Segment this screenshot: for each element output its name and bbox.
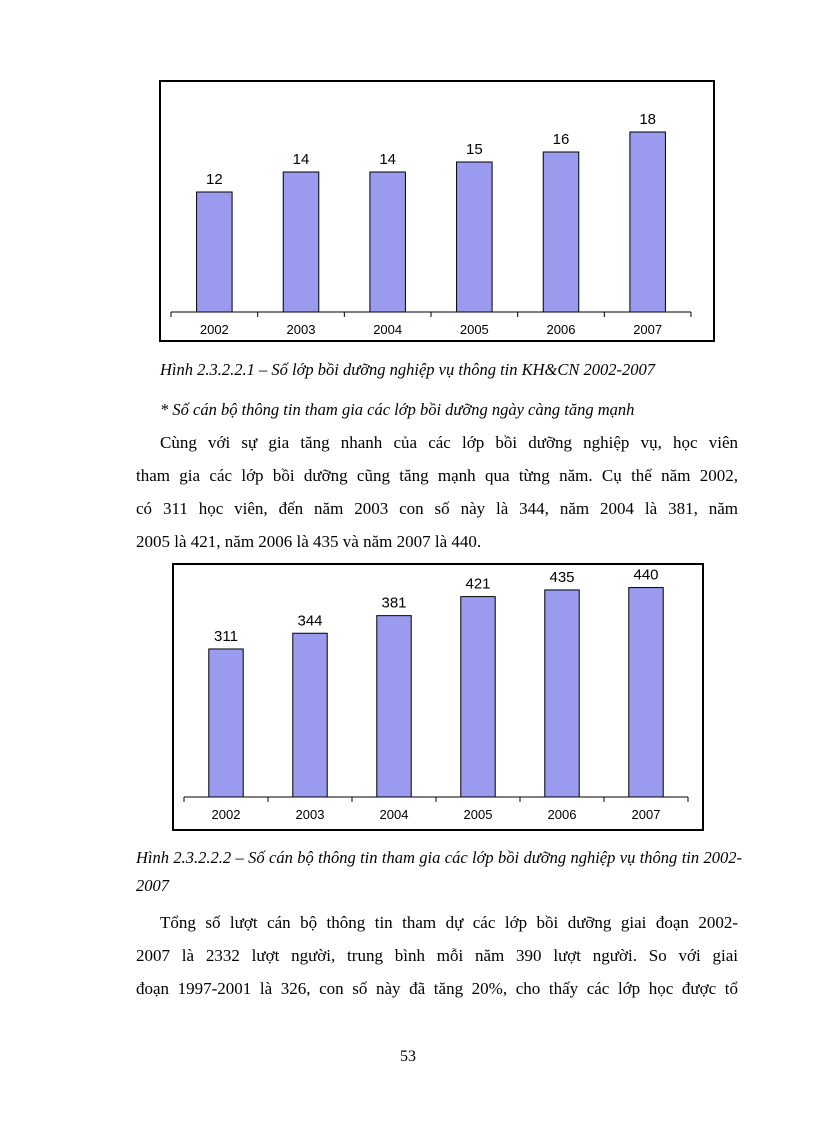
- x-tick-label-2004: 2004: [373, 322, 403, 337]
- data-label-2003: 14: [292, 151, 310, 168]
- paragraph-1-line: tham gia các lớp bồi dưỡng cũng tăng mạnh qua từng năm. Cụ thể năm 2002,: [136, 466, 738, 485]
- x-tick-label-2006: 2006: [546, 322, 576, 337]
- data-label-2007: 18: [639, 111, 657, 128]
- figure2-caption: Hình 2.3.2.2.2 – Số cán bộ thông tin tham gia các lớp bồi dưỡng nghiệp vụ thông tin 2002-2007: [136, 848, 742, 895]
- data-label-2007: 440: [633, 566, 659, 584]
- paragraph-1-line: 2005 là 421, năm 2006 là 435 và năm 2007 là 440.: [136, 532, 482, 551]
- bar-2004: [377, 616, 411, 797]
- paragraph-2: [136, 906, 738, 1005]
- data-label-2006: 16: [552, 131, 570, 148]
- paragraph-2-line: đoạn 1997-2001 là 326, con số này đã tăng 20%, cho thấy các lớp học được tổ: [136, 979, 738, 998]
- bar-2005: [457, 162, 493, 312]
- chart-class-count-svg: [161, 82, 713, 340]
- section-note: * Số cán bộ thông tin tham gia các lớp bồi dưỡng ngày càng tăng mạnh: [160, 400, 635, 419]
- x-tick-label-2007: 2007: [631, 807, 661, 822]
- x-tick-label-2002: 2002: [211, 807, 241, 822]
- bar-2007: [629, 588, 663, 797]
- figure1-caption: Hình 2.3.2.2.1 – Số lớp bồi dưỡng nghiệp vụ thông tin KH&CN 2002-2007: [160, 360, 656, 379]
- page-number: 53: [400, 1048, 416, 1065]
- bar-2003: [293, 633, 327, 797]
- x-tick-label-2002: 2002: [199, 322, 229, 337]
- bar-2004: [370, 172, 406, 312]
- x-tick-label-2007: 2007: [633, 322, 663, 337]
- data-label-2005: 421: [465, 575, 491, 593]
- paragraph-1-line: Cùng với sự gia tăng nhanh của các lớp bồi dưỡng nghiệp vụ, học viên: [160, 433, 738, 452]
- x-tick-label-2005: 2005: [459, 322, 489, 337]
- data-label-2002: 12: [205, 171, 223, 188]
- bar-2006: [543, 152, 579, 312]
- bar-2006: [545, 590, 579, 797]
- chart-participant-count-svg: [174, 565, 702, 829]
- data-label-2003: 344: [297, 612, 323, 630]
- data-label-2004: 381: [381, 594, 407, 612]
- data-label-2005: 15: [465, 141, 483, 158]
- paragraph-1: [136, 426, 738, 558]
- data-label-2006: 435: [549, 568, 575, 586]
- paragraph-2-line: Tổng số lượt cán bộ thông tin tham dự các lớp bồi dưỡng giai đoạn 2002-: [160, 913, 738, 932]
- chart-participant-count: [172, 563, 704, 831]
- data-label-2002: 311: [214, 627, 238, 645]
- bar-2007: [630, 132, 666, 312]
- x-tick-label-2005: 2005: [463, 807, 493, 822]
- bar-2002: [197, 192, 233, 312]
- bar-2002: [209, 649, 243, 797]
- x-tick-label-2003: 2003: [295, 807, 325, 822]
- x-tick-label-2003: 2003: [286, 322, 316, 337]
- paragraph-1-line: có 311 học viên, đến năm 2003 con số này là 344, năm 2004 là 381, năm: [136, 499, 738, 518]
- paragraph-2-line: 2007 là 2332 lượt người, trung bình mỗi năm 390 lượt người. So với giai: [136, 946, 738, 965]
- x-tick-label-2004: 2004: [379, 807, 409, 822]
- data-label-2004: 14: [379, 151, 397, 168]
- chart-class-count: [159, 80, 715, 342]
- bar-2003: [283, 172, 319, 312]
- bar-2005: [461, 597, 495, 797]
- x-tick-label-2006: 2006: [547, 807, 577, 822]
